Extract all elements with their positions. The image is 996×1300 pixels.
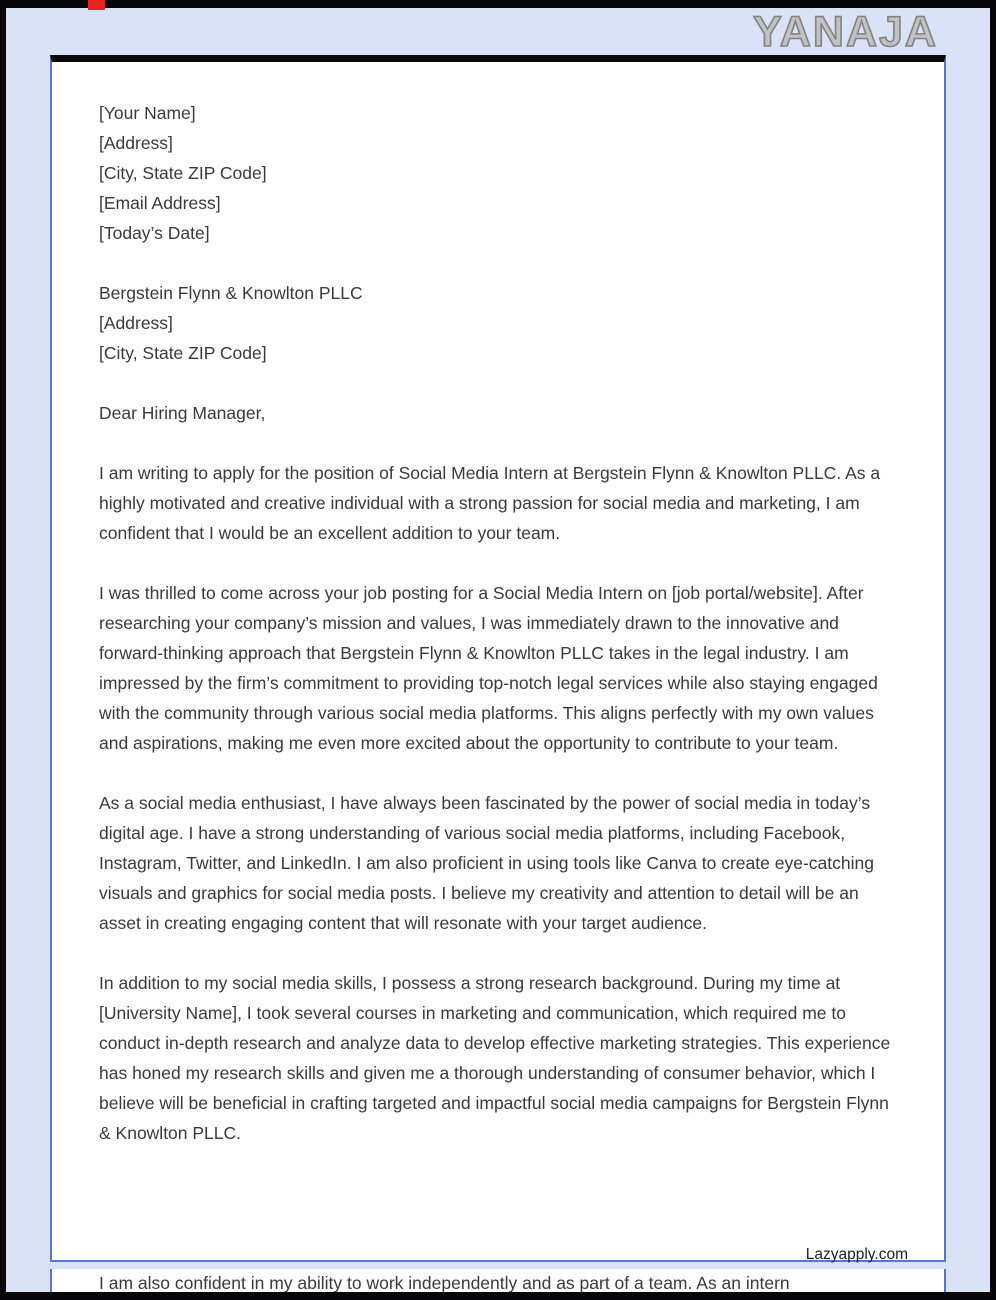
sender-city-line: [City, State ZIP Code] — [99, 163, 267, 183]
sender-date-line: [Today’s Date] — [99, 223, 210, 243]
recipient-city-line: [City, State ZIP Code] — [99, 343, 267, 363]
letter-page-2 — [50, 1269, 946, 1292]
recipient-address — [99, 278, 897, 368]
salutation: Dear Hiring Manager, — [99, 403, 266, 423]
sender-name-line: [Your Name] — [99, 103, 196, 123]
lazyapply-watermark: Lazyapply.com — [805, 1246, 908, 1263]
recipient-address-line: [Address] — [99, 313, 173, 333]
paragraph-intro: I am writing to apply for the position of Social Media Intern at Bergstein Flynn & Knowlton PLLC. As a highly motivated and creative individual with a strong passion for social media and marketing, I am confident that I would be an excellent addition to your team. — [99, 463, 881, 543]
paragraph-social-media-skills: As a social media enthusiast, I have always been fascinated by the power of social media in today’s digital age. I have a strong understanding of various social media platforms, including Facebook, Instagram, Twitter, and LinkedIn. I am also proficient in using tools like Canva to create eye-catching visuals and graphics for social media posts. I believe my creativity and attention to detail will be an asset in creating engaging content that will resonate with your target audience. — [99, 793, 874, 933]
letter-content — [52, 62, 944, 1148]
sender-address-line: [Address] — [99, 133, 173, 153]
paragraph-research-background: In addition to my social media skills, I possess a strong research background. During my time at [University Name], I took several courses in marketing and communication, which required me to conduct in-depth research and analyze data to develop effective marketing strategies. This experience has honed my research skills and given me a thorough understanding of consumer behavior, which I believe will be beneficial in crafting targeted and impactful social media campaigns for Bergstein Flynn & Knowlton PLLC. — [99, 973, 891, 1143]
letter-page-1 — [50, 55, 946, 1262]
yanaja-logo: YANAJA — [753, 8, 938, 56]
sender-address — [99, 98, 897, 248]
paragraph-teamwork-partial: I am also confident in my ability to work independently and as part of a team. As an intern — [99, 1273, 790, 1292]
recipient-company-line: Bergstein Flynn & Knowlton PLLC — [99, 283, 363, 303]
sender-email-line: [Email Address] — [99, 193, 221, 213]
paragraph-job-posting: I was thrilled to come across your job posting for a Social Media Intern on [job portal/website]. After researching your company’s mission and values, I was immediately drawn to the innovative and forward-thinking approach that Bergstein Flynn & Knowlton PLLC takes in the legal industry. I am impressed by the firm’s commitment to providing top-notch legal services while also staying engaged with the community through various social media platforms. This aligns perfectly with my own values and aspirations, making me even more excited about the opportunity to contribute to your team. — [99, 583, 878, 753]
recording-indicator — [88, 0, 105, 10]
